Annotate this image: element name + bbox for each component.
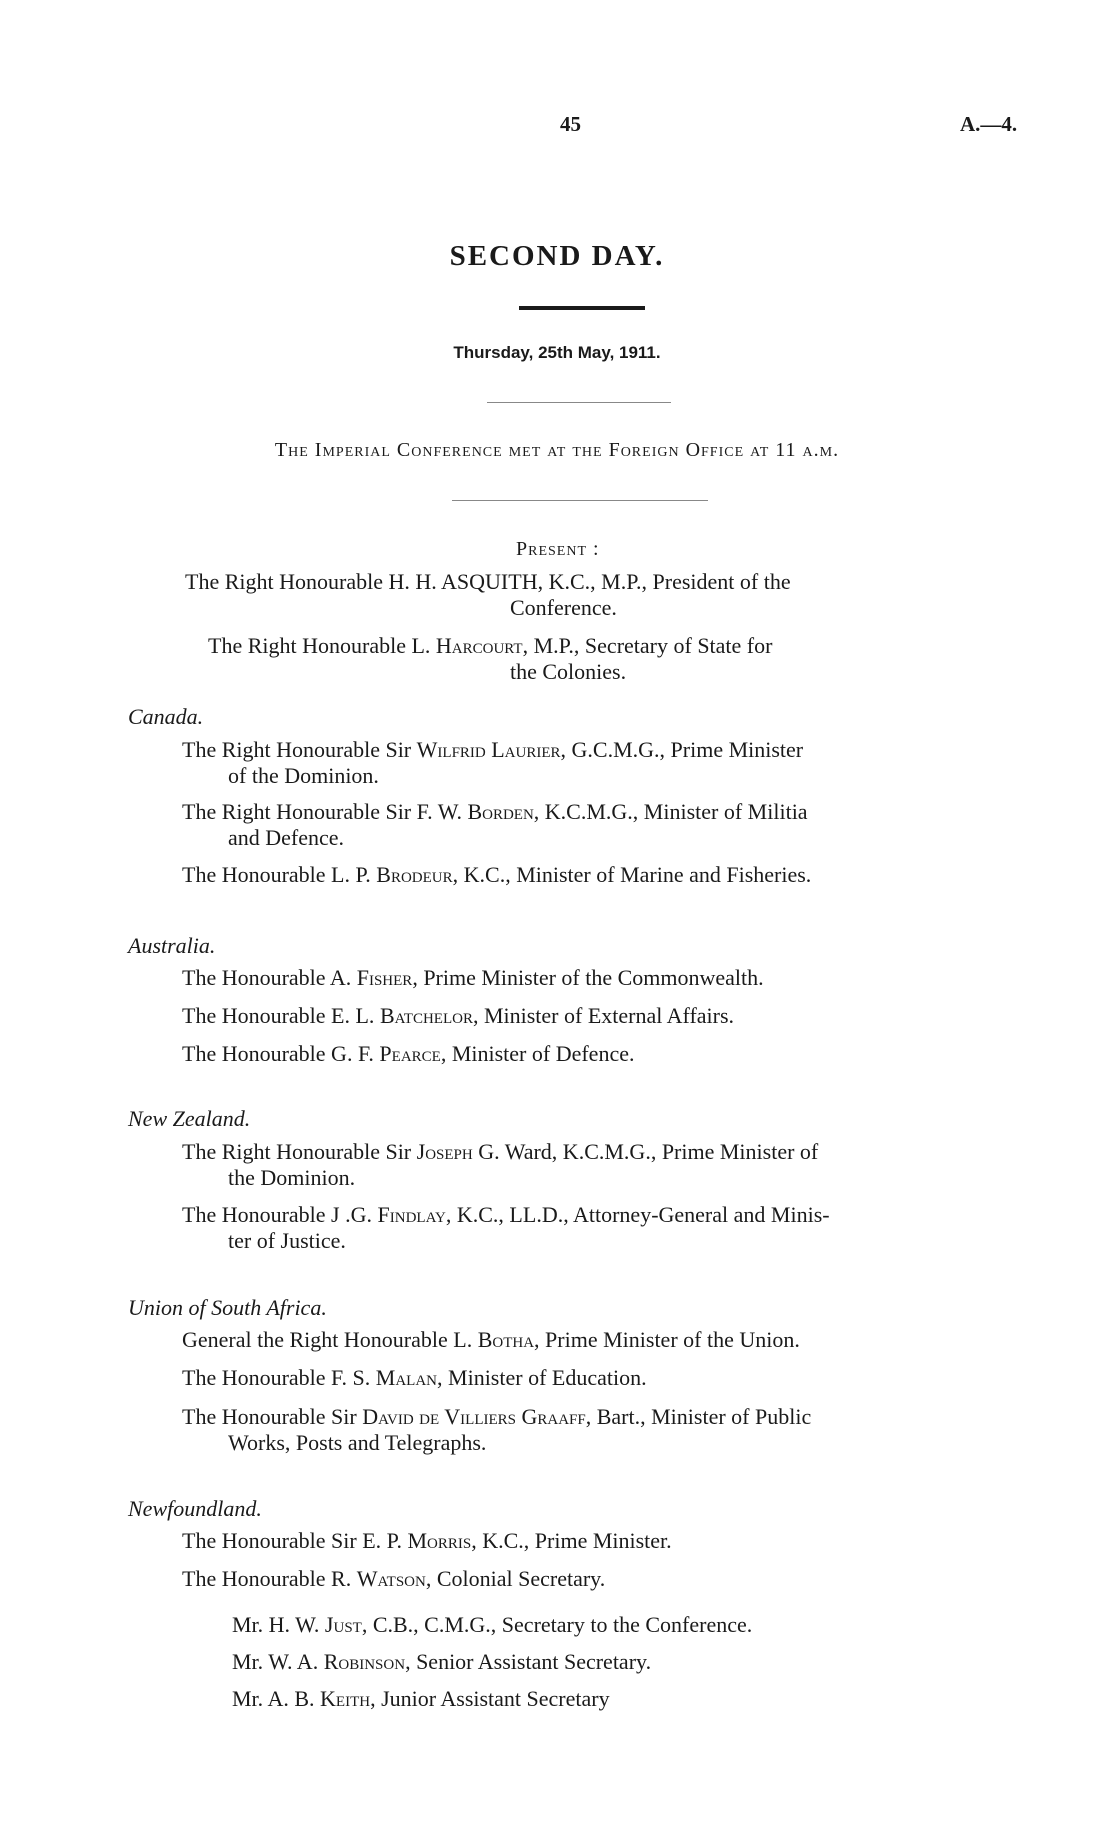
member-entry: The Right Honourable Sir Joseph G. Ward, K.C.M.G., Prime Minister of the Dominion. bbox=[182, 1139, 819, 1190]
member-entry: The Honourable Sir David de Villiers Graaff, Bart., Minister of Public Works, Posts and Telegraphs. bbox=[182, 1404, 812, 1455]
member-entry: General the Right Honourable L. Botha, Prime Minister of the Union. bbox=[182, 1327, 800, 1352]
member-entry: The Honourable L. P. Brodeur, K.C., Minister of Marine and Fisheries. bbox=[182, 862, 812, 887]
present-entry: The Right Honourable L. Harcourt, M.P., Secretary of State for the Colonies. bbox=[208, 633, 773, 684]
section-heading-new-zealand: New Zealand. bbox=[128, 1106, 251, 1131]
member-entry: The Honourable E. L. Batchelor, Minister of External Affairs. bbox=[182, 1003, 735, 1028]
document-reference: A.—4. bbox=[960, 112, 1018, 136]
page-title: SECOND DAY. bbox=[449, 240, 665, 272]
member-entry: The Honourable R. Watson, Colonial Secretary. bbox=[182, 1566, 606, 1591]
meeting-statement: The Imperial Conference met at the Foreign Office at 11 a.m. bbox=[274, 439, 840, 461]
meeting-date: Thursday, 25th May, 1911. bbox=[453, 343, 661, 362]
divider bbox=[452, 500, 708, 501]
secretary-entry: Mr. H. W. Just, C.B., C.M.G., Secretary to the Conference. bbox=[232, 1612, 753, 1637]
secretary-entry: Mr. W. A. Robinson, Senior Assistant Secretary. bbox=[232, 1649, 652, 1674]
member-entry: The Honourable A. Fisher, Prime Minister of the Commonwealth. bbox=[182, 965, 764, 990]
member-entry: The Honourable J .G. Findlay, K.C., LL.D., Attorney-General and Minis- ter of Justice. bbox=[182, 1202, 830, 1253]
title-underline bbox=[519, 306, 645, 310]
member-entry: The Honourable Sir E. P. Morris, K.C., Prime Minister. bbox=[182, 1528, 672, 1553]
secretary-entry: Mr. A. B. Keith, Junior Assistant Secretary bbox=[232, 1686, 610, 1711]
member-entry: The Honourable G. F. Pearce, Minister of Defence. bbox=[182, 1041, 635, 1066]
present-entry: The Right Honourable H. H. ASQUITH, K.C., M.P., President of the Conference. bbox=[185, 569, 791, 620]
section-heading-australia: Australia. bbox=[128, 933, 216, 958]
divider bbox=[487, 402, 671, 403]
page-number: 45 bbox=[560, 112, 581, 136]
member-entry: The Honourable F. S. Malan, Minister of Education. bbox=[182, 1365, 647, 1390]
section-heading-newfoundland: Newfoundland. bbox=[128, 1496, 262, 1521]
present-heading: Present : bbox=[516, 538, 600, 560]
member-entry: The Right Honourable Sir F. W. Borden, K.C.M.G., Minister of Militia and Defence. bbox=[182, 799, 808, 850]
section-heading-south-africa: Union of South Africa. bbox=[128, 1295, 327, 1320]
member-entry: The Right Honourable Sir Wilfrid Laurier, G.C.M.G., Prime Minister of the Dominion. bbox=[182, 737, 804, 788]
section-heading-canada: Canada. bbox=[128, 704, 204, 729]
